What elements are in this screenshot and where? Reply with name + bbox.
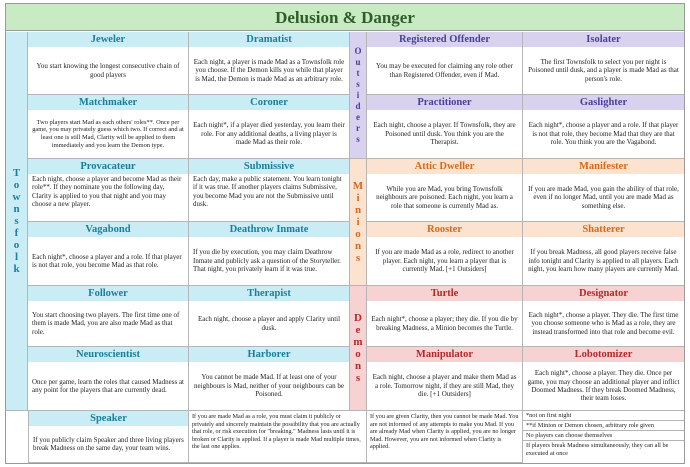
- role-name: Designator: [523, 286, 684, 301]
- role-ability: Each day, make a public statement. You learn tonight if it was true. If another players claims Submissive, you become Mad you are not the Submissive until dusk.: [193, 175, 342, 209]
- role-ability: Each night, choose a player and make them Mad as a role. Tomorrow night, if they are still Mad, they die. [+1 Outsiders]: [372, 373, 517, 399]
- role-ability: Each night*, choose a player; they die. If you die by breaking Madness, a Minion becomes the Turtle.: [371, 315, 518, 332]
- role-card-turtle: [367, 286, 523, 347]
- role-ability: Each night*, choose a player. They die. The first time you choose someone who is Mad as a role, they are instead transformed into that role and become evil.: [528, 310, 679, 336]
- role-card-isolater: [523, 32, 684, 95]
- role-ability: You start choosing two players. The first time one of them is made Mad, you are also made Mad as that role.: [32, 310, 180, 336]
- role-name: Manipulator: [367, 347, 522, 362]
- role-ability: Each night*, choose a player and a role. If that player is not that role, you become Mad as that role.: [32, 252, 182, 269]
- role-card-dramatist: [189, 32, 350, 95]
- role-card-registered-offender: [367, 32, 523, 95]
- role-card-jeweler: [28, 32, 189, 95]
- role-card-designator: [523, 286, 684, 347]
- role-name: Shatterer: [523, 222, 684, 237]
- role-ability: Each night*, choose a player and a role. If that player is not that role, they become Mad that they are that role. You think you are the Vagabond.: [528, 121, 679, 147]
- demons-label: D e m o n s: [350, 286, 367, 411]
- role-name: Matchmaker: [28, 95, 188, 110]
- role-ability: Each night, choose a player and become Mad as their role**. If they nominate you the following day, Clarity is applied to you that night and you may choose a new player.: [32, 175, 182, 209]
- role-name: Dramatist: [189, 32, 349, 47]
- footnote-arbitrary-role: **if Minion or Demon chosen, arbitrary role given: [523, 421, 684, 431]
- role-ability: Each night, a player is made Mad as a Townsfolk role you choose. If the Demon kills you while that player is Mad, the Demon is made Mad as an arbitrary role.: [193, 57, 345, 83]
- footnote-first-night: *not on first night: [523, 411, 684, 421]
- role-ability: If you are made Mad, you gain the ability of that role, even if no longer Mad, until you are made Mad as something else.: [528, 184, 679, 210]
- role-name: Neuroscientist: [28, 347, 188, 362]
- role-name: Jeweler: [28, 32, 188, 47]
- role-card-manipulator: [367, 347, 523, 411]
- role-name: Rooster: [367, 222, 522, 237]
- role-name: Therapist: [189, 286, 349, 301]
- role-card-coroner: [189, 95, 350, 159]
- sheet-title: Delusion & Danger: [6, 4, 684, 31]
- role-card-practitioner: [367, 95, 523, 159]
- role-card-deathrow-inmate: [189, 222, 350, 286]
- role-name: Lobotomizer: [523, 347, 684, 362]
- role-ability: If you break Madness, all good players receive false info tonight and Clarity is applied to all players. Each night, you learn how many players are currently Mad.: [528, 248, 679, 274]
- role-card-submissive: [189, 159, 350, 222]
- role-ability: You may be executed for claiming any role other than Registered Offender, even if Mad.: [376, 62, 513, 79]
- role-card-lobotomizer: [523, 347, 684, 411]
- role-name: Attic Dweller: [367, 159, 522, 174]
- role-ability: The first Townsfolk to select you per night is Poisoned until dusk, and a player is made Mad as that person's role.: [528, 57, 679, 83]
- role-name: Deathrow Inmate: [189, 222, 349, 237]
- townsfolk-label: T o w n s f o l k: [6, 32, 28, 411]
- role-ability: Each night, choose a player and apply Clarity until dusk.: [197, 315, 341, 332]
- role-name: Follower: [28, 286, 188, 301]
- role-ability: Each night, choose a player. If Townsfolk, they are Poisoned until dusk. You think you are the Therapist.: [373, 121, 516, 147]
- role-card-gaslighter: [523, 95, 684, 159]
- role-card-therapist: [189, 286, 350, 347]
- role-ability: You start knowing the longest consecutive chain of good players: [36, 62, 180, 79]
- role-name: Manifester: [523, 159, 684, 174]
- minions-label: M i n i o n s: [350, 159, 367, 286]
- role-name: Speaker: [29, 411, 188, 426]
- role-ability: If you die by execution, you may claim Deathrow Inmate and publicly ask a question of the Storyteller. That night, you privately learn if it was true.: [193, 248, 341, 274]
- outsiders-label: O u t s i d e r s: [350, 32, 367, 159]
- footnote-no-self-choice: No players can choose themselves: [523, 431, 684, 441]
- footnote-simultaneous-break: If players break Madness simultaneously, they can all be executed at once: [526, 442, 669, 457]
- role-ability: If you publicly claim Speaker and three living players break Madness on the same day, your team wins.: [33, 435, 184, 452]
- role-name: Registered Offender: [367, 32, 522, 47]
- role-card-harborer: [189, 347, 350, 411]
- role-ability: Two players start Mad as each others' roles**. Once per game, you may privately guess which two. If correct and at least one is still Mad, Clarity will be applied to them immediately and you learn the Demon type.: [32, 118, 184, 149]
- role-card-neuroscientist: [28, 347, 189, 411]
- role-card-speaker: [28, 411, 189, 463]
- role-name: Harborer: [189, 347, 349, 362]
- role-card-vagabond: [28, 222, 189, 286]
- role-ability: You cannot be made Mad. If at least one of your neighbours is Mad, neither of your neighbours can be Poisoned.: [194, 373, 344, 399]
- role-ability: Each night*, choose a player. They die. Once per game, you may choose an additional player and inflict Doomed Madness. If they break Doomed Madness, their team loses.: [527, 369, 680, 403]
- role-name: Turtle: [367, 286, 522, 301]
- role-name: Gaslighter: [523, 95, 684, 110]
- role-name: Vagabond: [28, 222, 188, 237]
- role-card-follower: [28, 286, 189, 347]
- role-ability: While you are Mad, you bring Townsfolk neighbours are poisoned. Each night, you learn a role that someone is currently Mad as.: [376, 184, 513, 210]
- role-name: Practitioner: [367, 95, 522, 110]
- role-ability: Once per game, learn the roles that caused Madness at any point for the players that are currently dead.: [32, 377, 184, 394]
- role-card-attic-dweller: [367, 159, 523, 222]
- madness-rule: If you are made Mad as a role, you must claim it publicly or privately and sincerely maintain the possibility that you are actually that role, or risk execution for "breaking." Madness lasts until it is broken or Clarity is applied. If a player is made Mad multiple times, the last one applies.: [189, 411, 367, 463]
- role-name: Coroner: [189, 95, 349, 110]
- role-name: Isolater: [523, 32, 684, 47]
- role-name: Provacateur: [28, 159, 188, 174]
- role-card-matchmaker: [28, 95, 189, 159]
- clarity-rule: If you are given Clarity, then you cannot be made Mad. You are not informed of any attempts to make you Mad. If you are already Mad when Clarity is applied, you are no longer Mad. However, you are not informed when Clarity is applied.: [367, 411, 523, 463]
- role-name: Submissive: [189, 159, 349, 174]
- role-card-manifester: [523, 159, 684, 222]
- script-sheet: [5, 3, 685, 464]
- role-card-provacateur: [28, 159, 189, 222]
- role-card-rooster: [367, 222, 523, 286]
- role-ability: If you are made Mad as a role, redirect to another player. Each night, you learn a player that is currently Mad. [+1 Outsiders]: [375, 248, 514, 274]
- role-ability: Each night*, if a player died yesterday, you learn their role. For any additional deaths, a living player is made Mad as their role.: [193, 121, 345, 147]
- role-card-shatterer: [523, 222, 684, 286]
